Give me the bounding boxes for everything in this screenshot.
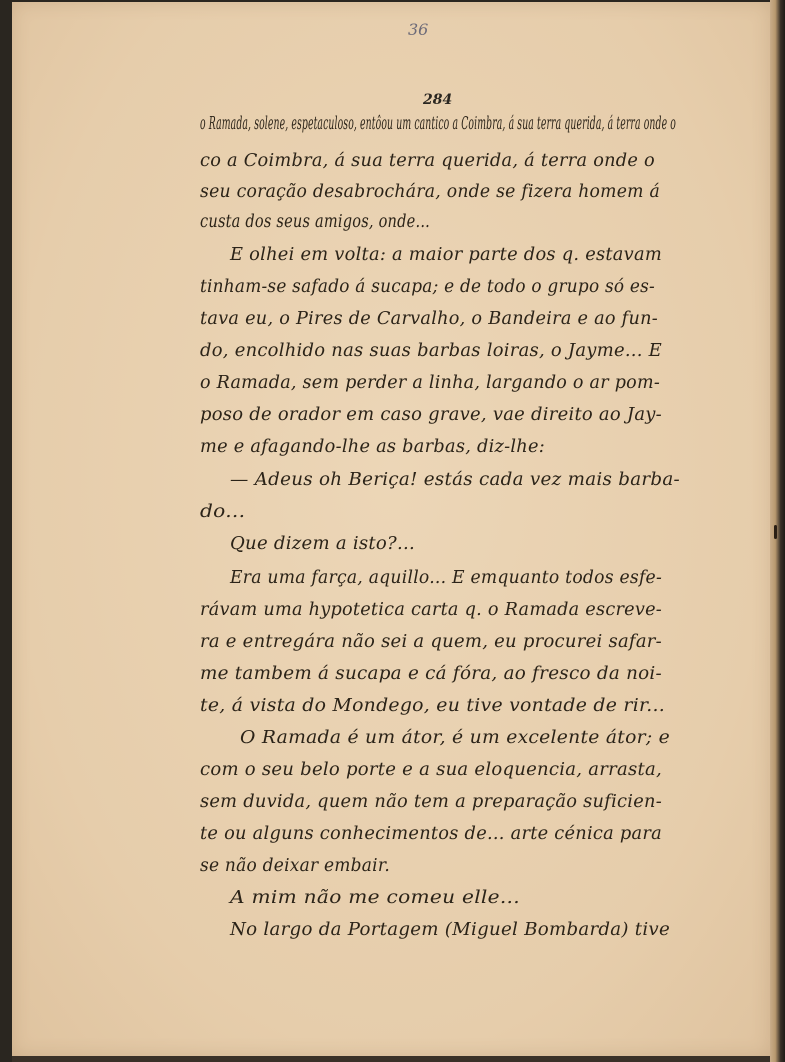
handwritten-line: Era uma farça, aquillo... E emquanto todos esfe- [230, 568, 662, 588]
handwritten-line: custa dos seus amigos, onde... [200, 212, 430, 232]
handwritten-line: Que dizem a isto?... [230, 534, 415, 554]
handwritten-line: tinham-se safado á sucapa; e de todo o grupo só es- [200, 277, 655, 297]
page-number: 284 [423, 92, 453, 108]
handwritten-line: me e afagando-lhe as barbas, diz-lhe: [200, 437, 545, 457]
page-edge-bottom [12, 1056, 770, 1062]
handwritten-line: seu coração desabrochára, onde se fizera homem á [200, 182, 660, 202]
handwritten-line: poso de orador em caso grave, vae direito ao Jay- [200, 405, 662, 425]
handwritten-line: me tambem á sucapa e cá fóra, ao fresco da noi- [200, 664, 662, 684]
handwritten-line: do, encolhido nas suas barbas loiras, o Jayme... E [200, 341, 662, 361]
handwritten-line: se não deixar embair. [200, 856, 390, 876]
handwritten-line: o Ramada, sem perder a linha, largando o ar pom- [200, 373, 660, 393]
handwritten-line: — Adeus oh Beriça! estás cada vez mais barba- [230, 470, 680, 490]
handwritten-line: No largo da Portagem (Miguel Bombarda) tive [230, 920, 670, 940]
handwritten-line: te, á vista do Mondego, eu tive vontade de rir... [200, 696, 665, 716]
handwritten-line: rávam uma hypotetica carta q. o Ramada escreve- [200, 600, 662, 620]
handwritten-line: O Ramada é um átor, é um excelente átor; e [240, 728, 670, 748]
handwritten-line: E olhei em volta: a maior parte dos q. estavam [230, 245, 662, 265]
handwritten-line: sem duvida, quem não tem a preparação suficien- [200, 792, 662, 812]
folio-number: 36 [408, 20, 429, 39]
handwritten-line: tava eu, o Pires de Carvalho, o Bandeira e ao fun- [200, 309, 658, 329]
page-edge-right [770, 0, 785, 1062]
handwritten-line: ra e entregára não sei a quem, eu procurei safar- [200, 632, 662, 652]
handwritten-line: A mim não me comeu elle... [230, 888, 520, 908]
handwritten-line: te ou alguns conhecimentos de... arte cénica para [200, 824, 662, 844]
handwritten-line: o Ramada, solene, espetaculoso, entôou um cantico a Coimbra, á sua terra querida, á terra onde o [200, 114, 676, 134]
handwritten-line: com o seu belo porte e a sua eloquencia, arrasta, [200, 760, 662, 780]
binding-mark [774, 525, 777, 539]
handwritten-line: co a Coimbra, á sua terra querida, á terra onde o [200, 151, 655, 171]
handwritten-line: do... [200, 502, 246, 522]
